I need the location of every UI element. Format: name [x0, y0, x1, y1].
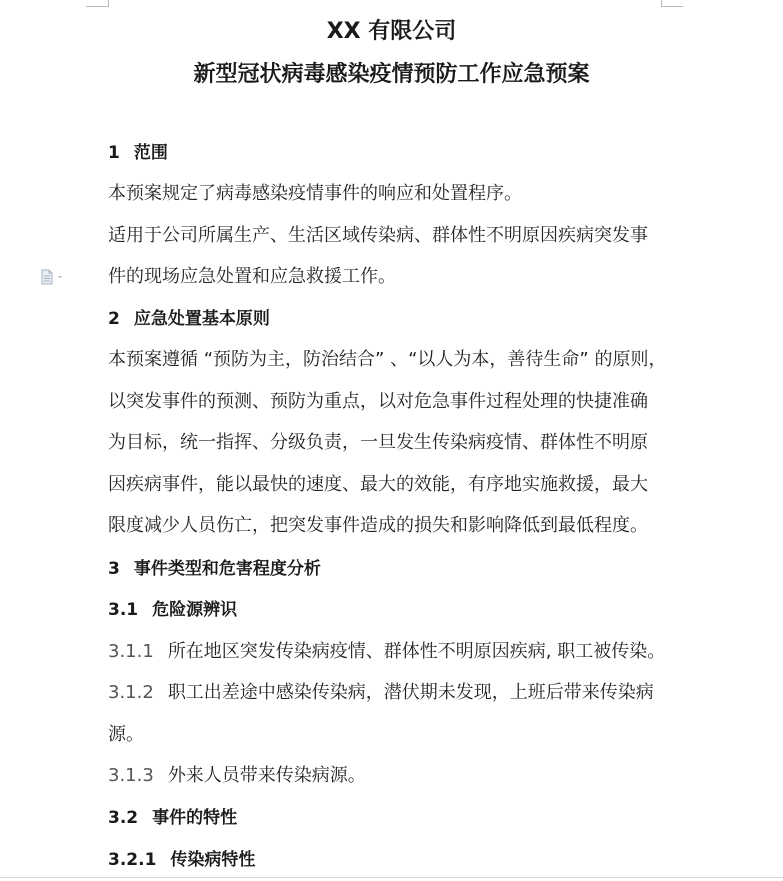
paragraph-line: 限度减少人员伤亡，把突发事件造成的损失和影响降低到最低程度。: [108, 515, 648, 536]
section-heading-text: 传染病特性: [170, 850, 256, 870]
crop-mark-top-right: [661, 6, 683, 7]
paragraph-line: 适用于公司所属生产、生活区域传染病、群体性不明原因疾病突发事: [108, 225, 648, 246]
page-bottom-edge: [0, 877, 783, 878]
section-number: 3.2.1: [108, 850, 157, 870]
item-3-1-2: [108, 681, 654, 705]
section-2-heading: [108, 307, 270, 331]
item-number: 3.1.2: [108, 682, 154, 703]
section-heading-text: 范围: [133, 143, 168, 163]
section-3-heading: [108, 557, 321, 581]
item-3-1-2-continuation: 源。: [108, 724, 144, 745]
item-number: 3.1.3: [108, 765, 154, 786]
section-3-2-heading: [108, 806, 237, 830]
section-heading-text: 事件的特性: [152, 808, 238, 828]
section-heading-text: 应急处置基本原则: [133, 309, 270, 329]
paragraph-line: 本预案遵循 “预防为主，防治结合” 、“以人为本，善待生命” 的原则，: [108, 349, 667, 370]
item-text: 外来人员带来传染病源。: [167, 765, 366, 786]
plan-title: 新型冠状病毒感染疫情预防工作应急预案: [193, 62, 590, 87]
item-text: 所在地区突发传染病疫情、群体性不明原因疾病, 职工被传染。: [167, 641, 666, 662]
section-heading-text: 危险源辨识: [152, 600, 238, 620]
section-number: 2: [108, 309, 120, 329]
company-title: XX 有限公司: [326, 19, 457, 44]
document-icon[interactable]: [41, 269, 63, 285]
item-text: 职工出差途中感染传染病，潜伏期未发现，上班后带来传染病: [167, 682, 654, 703]
section-1-heading: [108, 141, 168, 165]
item-3-1-1: [108, 640, 665, 664]
item-number: 3.1.1: [108, 641, 154, 662]
section-number: 3: [108, 559, 120, 579]
item-3-1-3: [108, 764, 366, 788]
section-3-2-1-heading: [108, 848, 255, 872]
paragraph-line: 为目标，统一指挥、分级负责，一旦发生传染病疫情、群体性不明原: [108, 432, 648, 453]
paragraph-line: 本预案规定了病毒感染疫情事件的响应和处置程序。: [108, 183, 522, 204]
section-number: 1: [108, 143, 120, 163]
paragraph-line: 件的现场应急处置和应急救援工作。: [108, 266, 396, 287]
crop-mark-top-left-vertical: [108, 0, 109, 7]
section-number: 3.1: [108, 600, 139, 620]
crop-mark-top-left: [86, 6, 108, 7]
paragraph-line: 因疾病事件，能以最快的速度、最大的效能，有序地实施救援，最大: [108, 474, 648, 495]
crop-mark-top-right-vertical: [661, 0, 662, 7]
section-3-1-heading: [108, 598, 237, 622]
section-heading-text: 事件类型和危害程度分析: [133, 559, 321, 579]
section-number: 3.2: [108, 808, 139, 828]
paragraph-line: 以突发事件的预测、预防为重点，以对危急事件过程处理的快捷准确: [108, 391, 648, 412]
